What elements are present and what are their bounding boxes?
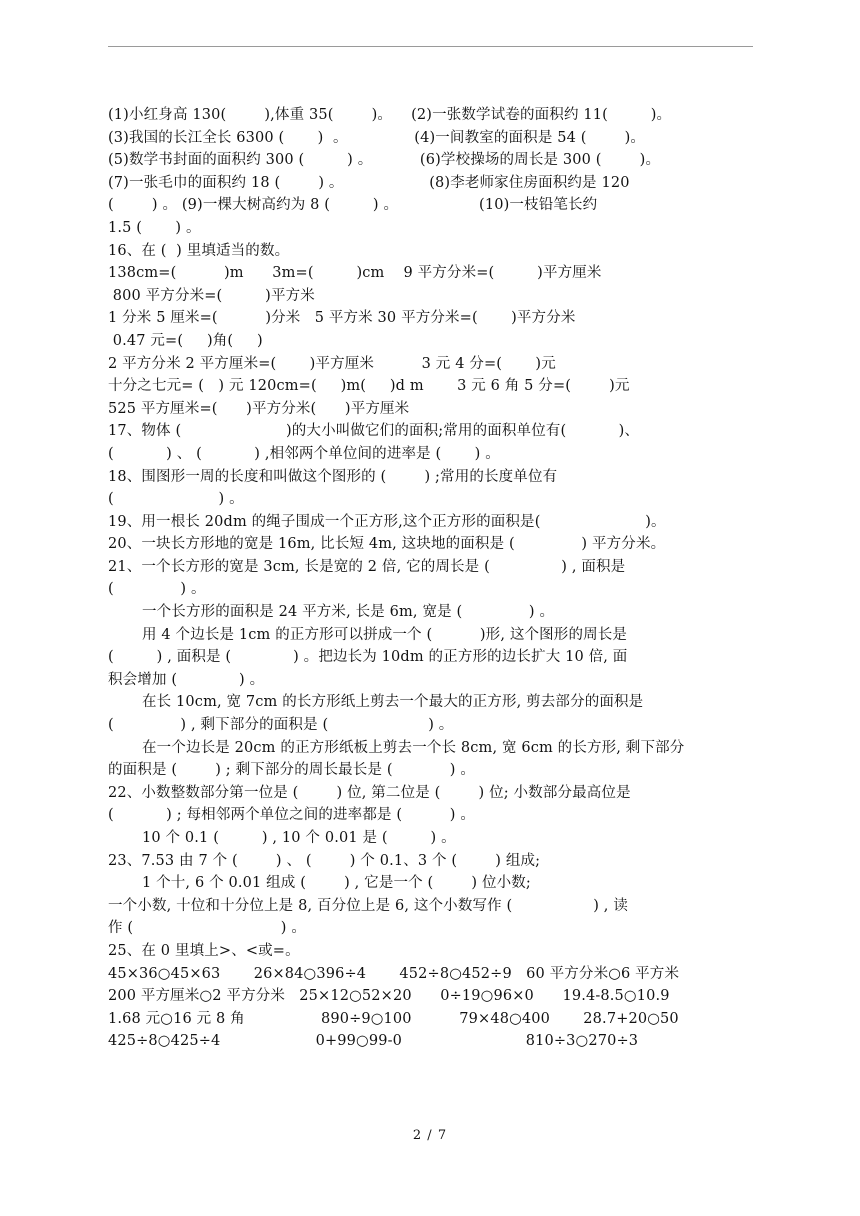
line-36: 一个小数, 十位和十分位上是 8, 百分位上是 6, 这个小数写作 ( ) , 读 — [108, 897, 628, 914]
line-28: ( ) , 剩下部分的面积是 ( ) 。 — [108, 717, 454, 734]
line-37: 作 ( ) 。 — [108, 920, 306, 937]
line-11: 0.47 元=( )角( ) — [108, 332, 263, 349]
line-16: ( ) 、 ( ) ,相邻两个单位间的进率是 ( ) 。 — [108, 445, 500, 462]
line-39: 45×36○45×63 26×84○396÷4 452÷8○452÷9 60 平方分米○6 平方米 — [108, 965, 680, 982]
line-21: 21、一个长方形的宽是 3cm, 长是宽的 2 倍, 它的周长是 ( ) , 面积是 — [108, 558, 626, 575]
line-3: (5)数学书封面的面积约 300 ( ) 。 (6)学校操场的周长是 300 ( )。 — [108, 152, 661, 169]
line-32: ( ) ; 每相邻两个单位之间的进率都是 ( ) 。 — [108, 807, 475, 824]
page-number: 2 / 7 — [412, 1128, 448, 1143]
line-35: 1 个十, 6 个 0.01 组成 ( ) , 它是一个 ( ) 位小数; — [142, 875, 531, 892]
line-19: 19、用一根长 20dm 的绳子围成一个正方形,这个正方形的面积是( )。 — [108, 513, 666, 530]
line-14: 525 平方厘米=( )平方分米( )平方厘米 — [108, 400, 410, 417]
line-7: 16、在 ( ) 里填适当的数。 — [108, 242, 290, 259]
line-30: 的面积是 ( ) ; 剩下部分的周长最长是 ( ) 。 — [108, 762, 475, 779]
line-2: (3)我国的长江全长 6300 ( ) 。 (4)一间教室的面积是 54 ( )。 — [108, 129, 646, 146]
line-15: 17、物体 ( )的大小叫做它们的面积;常用的面积单位有( )、 — [108, 423, 640, 440]
line-31: 22、小数整数部分第一位是 ( ) 位, 第二位是 ( ) 位; 小数部分最高位是 — [108, 784, 631, 801]
line-40: 200 平方厘米○2 平方分米 25×12○52×20 0÷19○96×0 19.4-8.5○10.9 — [108, 988, 670, 1005]
line-6: 1.5 ( ) 。 — [108, 219, 201, 236]
line-42: 425÷8○425÷4 0+99○99-0 810÷3○270÷3 — [108, 1033, 639, 1050]
line-29: 在一个边长是 20cm 的正方形纸板上剪去一个长 8cm, 宽 6cm 的长方形, 剩下部分 — [142, 739, 685, 756]
line-12: 2 平方分米 2 平方厘米=( )平方厘米 3 元 4 分=( )元 — [108, 355, 556, 372]
line-27: 在长 10cm, 宽 7cm 的长方形纸上剪去一个最大的正方形, 剪去部分的面积是 — [142, 694, 644, 711]
line-22: ( ) 。 — [108, 581, 206, 598]
worksheet-body — [108, 104, 758, 1053]
line-9: 800 平方分米=( )平方米 — [108, 287, 315, 304]
line-20: 20、一块长方形地的宽是 16m, 比长短 4m, 这块地的面积是 ( ) 平方分米。 — [108, 536, 666, 553]
line-24: 用 4 个边长是 1cm 的正方形可以拼成一个 ( )形, 这个图形的周长是 — [142, 626, 628, 643]
line-38: 25、在 0 里填上>、<或=。 — [108, 942, 300, 959]
line-18: ( ) 。 — [108, 491, 244, 508]
line-4: (7)一张毛巾的面积约 18 ( ) 。 (8)李老师家住房面积约是 120 — [108, 174, 630, 191]
line-41: 1.68 元○16 元 8 角 890÷9○100 79×48○400 28.7+20○50 — [108, 1010, 679, 1027]
line-25: ( ) , 面积是 ( ) 。把边长为 10dm 的正方形的边长扩大 10 倍, 面 — [108, 649, 628, 666]
line-34: 23、7.53 由 7 个 ( ) 、 ( ) 个 0.1、3 个 ( ) 组成; — [108, 852, 541, 869]
line-5: ( ) 。 (9)一棵大树高约为 8 ( ) 。 (10)一枝铅笔长约 — [108, 197, 598, 214]
line-33: 10 个 0.1 ( ) , 10 个 0.01 是 ( ) 。 — [142, 830, 456, 846]
line-10: 1 分米 5 厘米=( )分米 5 平方米 30 平方分米=( )平方分米 — [108, 310, 576, 327]
line-17: 18、围图形一周的长度和叫做这个图形的 ( ) ;常用的长度单位有 — [108, 468, 558, 485]
line-1: (1)小红身高 130( ),体重 35( )。 (2)一张数学试卷的面积约 11( )。 — [108, 107, 672, 123]
line-26: 积会增加 ( ) 。 — [108, 671, 265, 688]
header-rule — [108, 46, 753, 47]
line-13: 十分之七元= ( ) 元 120cm=( )m( )d m 3 元 6 角 5 分=( )元 — [108, 378, 630, 395]
line-8: 138cm=( )m 3m=( )cm 9 平方分米=( )平方厘米 — [108, 265, 602, 282]
line-23: 一个长方形的面积是 24 平方米, 长是 6m, 宽是 ( ) 。 — [142, 604, 555, 621]
